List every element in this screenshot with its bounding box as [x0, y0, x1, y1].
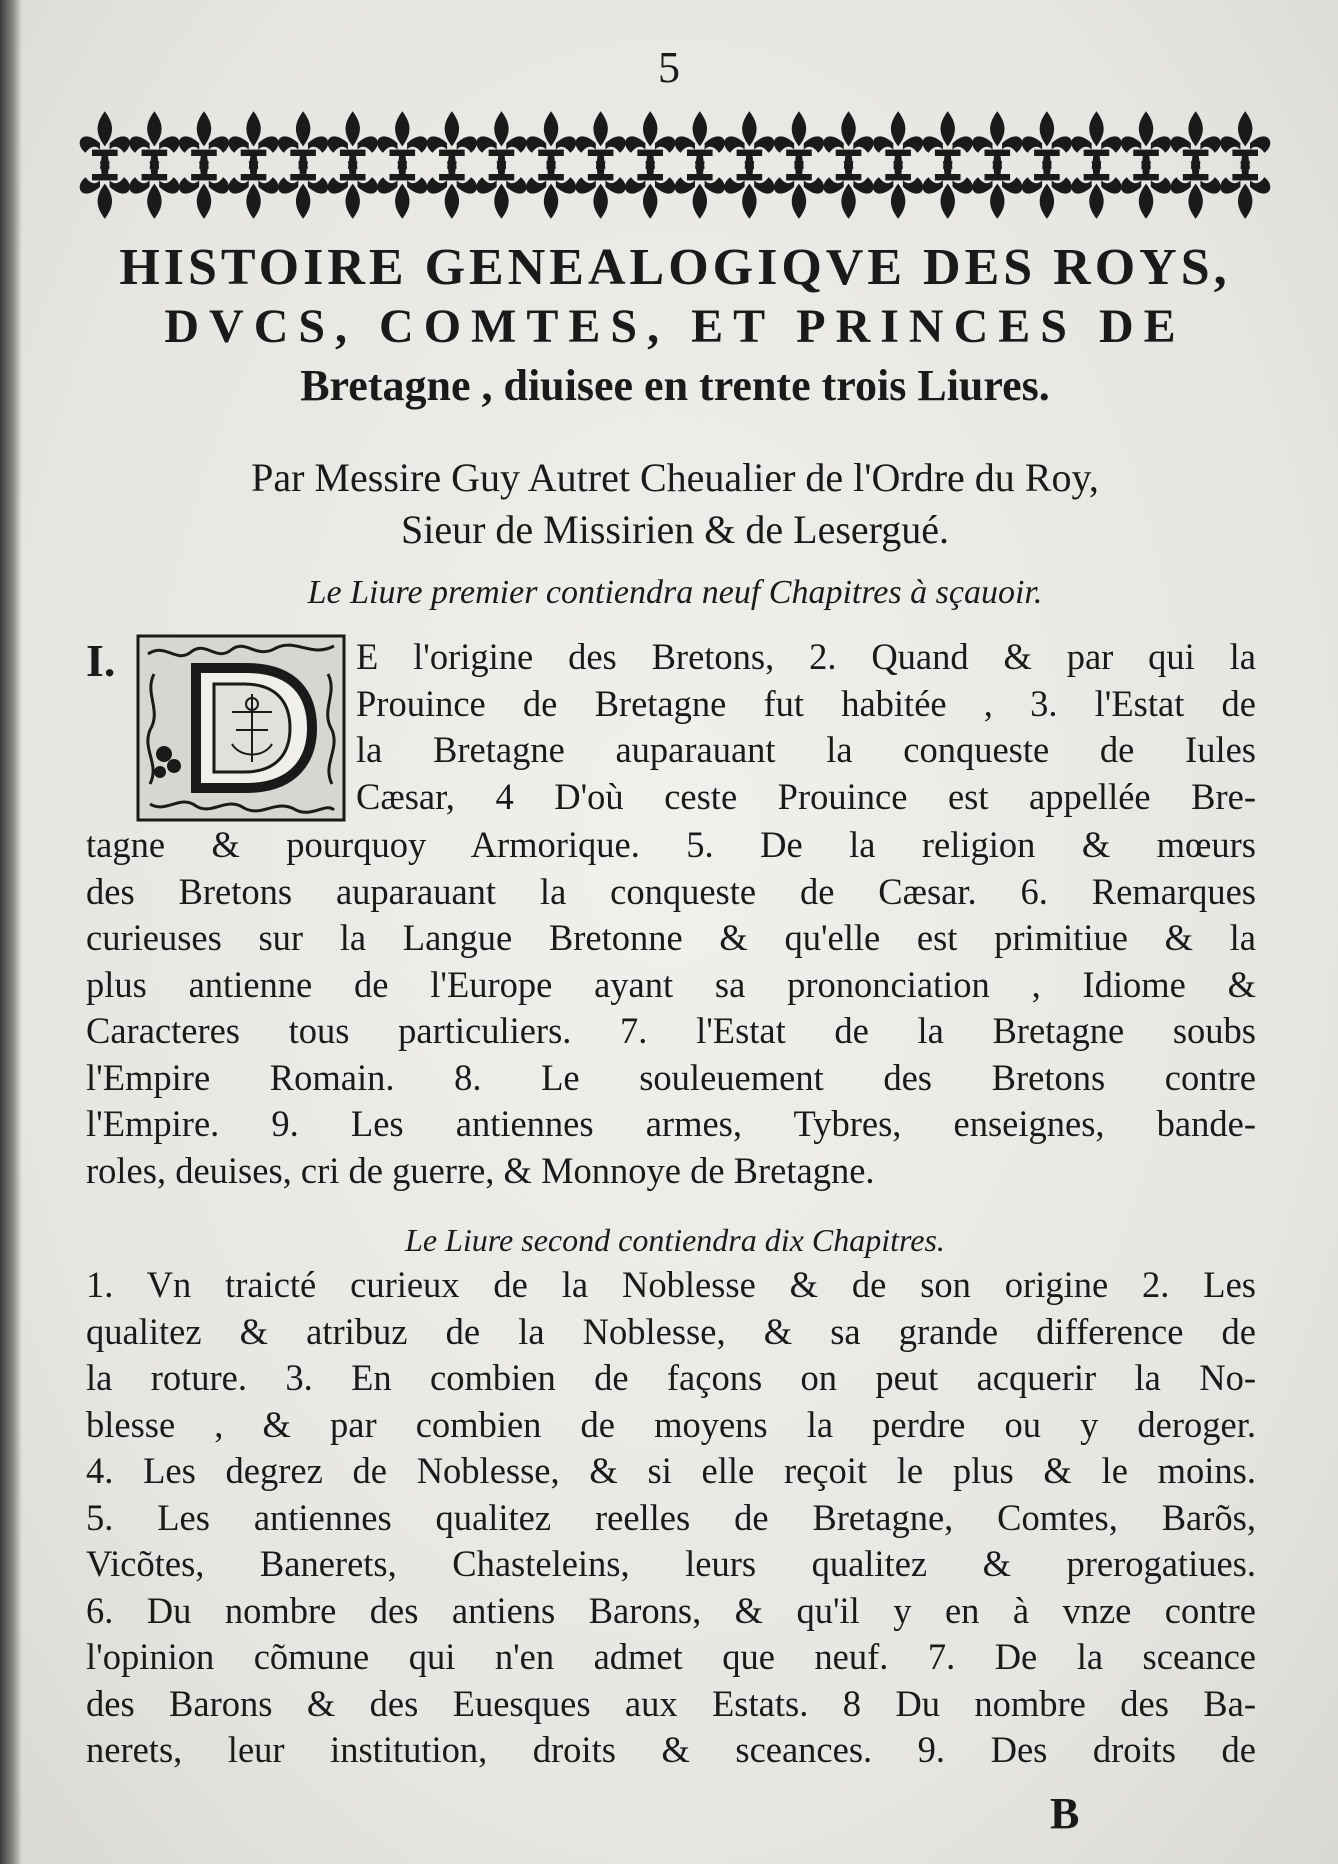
- title-line-3: Bretagne , diuisee en trente trois Liures.: [300, 361, 1050, 410]
- text-line: 4. Les degrez de Noblesse, & si elle reçoit le plus & le moins.: [86, 1450, 1256, 1491]
- text-line: des Barons & des Euesques aux Estats. 8 Du nombre des Ba-: [86, 1682, 1256, 1724]
- text-line: E l'origine des Bretons, 2. Quand & par qui la: [356, 636, 1256, 677]
- book-1-contents: [86, 614, 1256, 1194]
- page-number: 5: [658, 43, 680, 92]
- chapter-numeral: I.: [86, 635, 116, 686]
- book-1-heading: Le Liure premier contiendra neuf Chapitres à sçauoir.: [307, 574, 1043, 611]
- title-line-2: DVCS, COMTES, ET PRINCES DE: [164, 300, 1186, 353]
- book-2-contents: [86, 1262, 1256, 1774]
- fleur-de-lis-border-icon: [80, 106, 1270, 224]
- text-line: l'opinion cõmune qui n'en admet que neuf. 7. De la sceance: [86, 1636, 1256, 1677]
- decorated-initial: [116, 614, 346, 822]
- book-2-heading: Le Liure second contiendra dix Chapitres.: [405, 1222, 945, 1258]
- indented-lines: [356, 634, 1256, 820]
- text-line: la Bretagne auparauant la conqueste de Iules: [356, 729, 1256, 770]
- text-line: curieuses sur la Langue Bretonne & qu'elle est primitiue & la: [86, 917, 1256, 958]
- text-line: Caracteres tous particuliers. 7. l'Estat de la Bretagne soubs: [86, 1010, 1256, 1051]
- text-line: blesse , & par combien de moyens la perdre ou y deroger.: [86, 1403, 1256, 1445]
- text-line: tagne & pourquoy Armorique. 5. De la religion & mœurs: [86, 824, 1256, 865]
- text-line: 6. Du nombre des antiens Barons, & qu'il y en à vnze contre: [86, 1589, 1256, 1631]
- author-line-1: Par Messire Guy Autret Cheualier de l'Ordre du Roy,: [251, 455, 1099, 500]
- text-line: Cæsar, 4 D'où ceste Prouince est appellée Bre-: [356, 775, 1256, 817]
- text-line: l'Empire. 9. Les antiennes armes, Tybres, enseignes, bande-: [86, 1103, 1256, 1144]
- opening-paragraph: [86, 614, 1256, 822]
- text-line: plus antienne de l'Europe ayant sa prononciation , Idiome &: [86, 963, 1256, 1005]
- text-line: Vicõtes, Banerets, Chasteleins, leurs qualitez & prerogatiues.: [86, 1543, 1256, 1584]
- woodcut-initial-icon: [116, 614, 346, 822]
- signature-mark: B: [1050, 1789, 1080, 1838]
- text-line: roles, deuises, cri de guerre, & Monnoye de Bretagne.: [86, 1149, 875, 1191]
- title-block: [80, 238, 1270, 416]
- text-line: qualitez & atribuz de la Noblesse, & sa grande difference de: [86, 1310, 1256, 1352]
- author-block: [80, 452, 1270, 556]
- text-line: des Bretons auparauant la conqueste de Cæsar. 6. Remarques: [86, 870, 1256, 912]
- text-line: la roture. 3. En combien de façons on peut acquerir la No-: [86, 1357, 1256, 1398]
- text-line: 5. Les antiennes qualitez reelles de Bretagne, Comtes, Barõs,: [86, 1496, 1256, 1538]
- text-line: Prouince de Bretagne fut habitée , 3. l'Estat de: [356, 682, 1256, 724]
- title-line-1: HISTOIRE GENEALOGIQVE DES ROYS,: [119, 239, 1231, 296]
- text-line: nerets, leur institution, droits & sceances. 9. Des droits de: [86, 1729, 1256, 1770]
- text-line: 1. Vn traicté curieux de la Noblesse & de son origine 2. Les: [86, 1264, 1256, 1305]
- author-line-2: Sieur de Missirien & de Lesergué.: [400, 507, 950, 552]
- fleuron-headpiece: [80, 106, 1270, 224]
- text-line: l'Empire Romain. 8. Le souleuement des Bretons contre: [86, 1056, 1256, 1098]
- initial-letter: D: [116, 614, 117, 615]
